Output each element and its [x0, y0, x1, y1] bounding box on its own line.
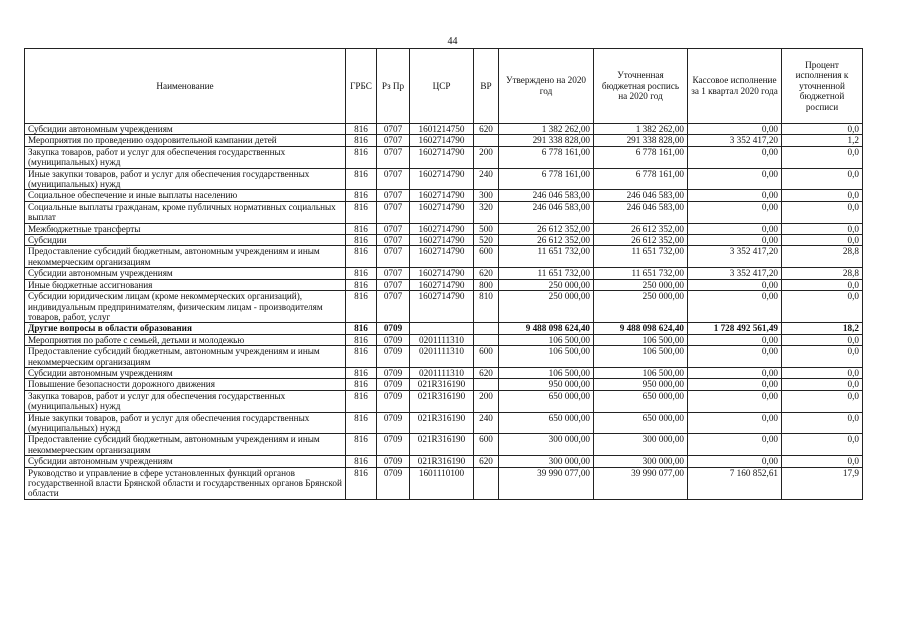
row-name: Повышение безопасности дорожного движения	[25, 379, 346, 390]
row-csr: 0201111310	[410, 346, 474, 368]
row-approved: 1 382 262,00	[499, 124, 594, 135]
row-vr: 620	[474, 456, 499, 467]
row-name: Закупка товаров, работ и услуг для обеспечения государственных (муниципальных) нужд	[25, 146, 346, 168]
row-grbs: 816	[346, 246, 377, 268]
row-percent: 0,0	[782, 390, 863, 412]
row-name: Субсидии юридическим лицам (кроме некоммерческих организаций), индивидуальным предпринимателям, физическим лицам - производителям товаров, работ, услуг	[25, 291, 346, 323]
row-name: Субсидии автономным учреждениям	[25, 268, 346, 279]
row-vr: 200	[474, 146, 499, 168]
row-rzpr: 0709	[377, 346, 410, 368]
row-csr: 1602714790	[410, 291, 474, 323]
row-refined: 6 778 161,00	[594, 168, 688, 190]
table-body	[25, 124, 863, 500]
table-row	[25, 268, 863, 279]
row-percent: 0,0	[782, 367, 863, 378]
row-csr: 1602714790	[410, 223, 474, 234]
row-approved: 246 046 583,00	[499, 190, 594, 201]
row-name: Мероприятия по проведению оздоровительной кампании детей	[25, 135, 346, 146]
row-rzpr: 0707	[377, 223, 410, 234]
row-csr: 021R316190	[410, 390, 474, 412]
row-refined: 291 338 828,00	[594, 135, 688, 146]
row-cash: 0,00	[688, 146, 782, 168]
table-row	[25, 412, 863, 434]
table-row	[25, 346, 863, 368]
row-cash: 0,00	[688, 367, 782, 378]
row-vr: 620	[474, 124, 499, 135]
row-name: Иные закупки товаров, работ и услуг для обеспечения государственных (муниципальных) нужд	[25, 412, 346, 434]
row-name: Социальные выплаты гражданам, кроме публичных нормативных социальных выплат	[25, 201, 346, 223]
header-rzpr: Рз Пр	[377, 49, 410, 124]
row-vr: 620	[474, 367, 499, 378]
row-rzpr: 0707	[377, 190, 410, 201]
row-vr: 240	[474, 168, 499, 190]
row-refined: 11 651 732,00	[594, 246, 688, 268]
row-grbs: 816	[346, 235, 377, 246]
row-name: Другие вопросы в области образования	[25, 323, 346, 334]
row-vr: 600	[474, 434, 499, 456]
row-approved: 6 778 161,00	[499, 168, 594, 190]
row-approved: 11 651 732,00	[499, 246, 594, 268]
row-refined: 106 500,00	[594, 346, 688, 368]
table-row	[25, 190, 863, 201]
row-vr: 240	[474, 412, 499, 434]
row-grbs: 816	[346, 146, 377, 168]
row-percent: 0,0	[782, 334, 863, 345]
row-rzpr: 0707	[377, 201, 410, 223]
row-csr: 021R316190	[410, 434, 474, 456]
row-grbs: 816	[346, 390, 377, 412]
header-percent: Процент исполнения к уточненной бюджетной росписи	[782, 49, 863, 124]
row-percent: 0,0	[782, 190, 863, 201]
row-csr: 1601110100	[410, 467, 474, 499]
row-approved: 650 000,00	[499, 412, 594, 434]
row-csr: 1601214750	[410, 124, 474, 135]
row-grbs: 816	[346, 434, 377, 456]
row-approved: 106 500,00	[499, 334, 594, 345]
row-grbs: 816	[346, 223, 377, 234]
row-percent: 18,2	[782, 323, 863, 334]
row-rzpr: 0709	[377, 379, 410, 390]
header-cash: Кассовое исполнение за 1 квартал 2020 года	[688, 49, 782, 124]
row-refined: 650 000,00	[594, 390, 688, 412]
row-vr: 800	[474, 279, 499, 290]
table-row	[25, 379, 863, 390]
row-csr	[410, 323, 474, 334]
row-grbs: 816	[346, 135, 377, 146]
row-name: Предоставление субсидий бюджетным, автономным учреждениям и иным некоммерческим организациям	[25, 346, 346, 368]
row-rzpr: 0707	[377, 279, 410, 290]
row-grbs: 816	[346, 379, 377, 390]
row-grbs: 816	[346, 268, 377, 279]
row-refined: 250 000,00	[594, 291, 688, 323]
table-row	[25, 246, 863, 268]
row-grbs: 816	[346, 334, 377, 345]
row-rzpr: 0707	[377, 291, 410, 323]
row-cash: 0,00	[688, 279, 782, 290]
row-rzpr: 0707	[377, 124, 410, 135]
row-approved: 26 612 352,00	[499, 223, 594, 234]
row-rzpr: 0707	[377, 146, 410, 168]
row-vr: 520	[474, 235, 499, 246]
row-grbs: 816	[346, 291, 377, 323]
row-grbs: 816	[346, 467, 377, 499]
row-cash: 0,00	[688, 223, 782, 234]
row-approved: 9 488 098 624,40	[499, 323, 594, 334]
row-cash: 3 352 417,20	[688, 135, 782, 146]
row-cash: 3 352 417,20	[688, 246, 782, 268]
row-csr: 021R316190	[410, 379, 474, 390]
row-vr: 300	[474, 190, 499, 201]
budget-table	[24, 48, 863, 500]
row-name: Руководство и управление в сфере установленных функций органов государственной власти Брянской области и государственных органов Брянской области	[25, 467, 346, 499]
header-refined: Уточненная бюджетная роспись на 2020 год	[594, 49, 688, 124]
row-grbs: 816	[346, 367, 377, 378]
table-row	[25, 223, 863, 234]
row-approved: 950 000,00	[499, 379, 594, 390]
row-cash: 0,00	[688, 168, 782, 190]
row-refined: 9 488 098 624,40	[594, 323, 688, 334]
row-cash: 7 160 852,61	[688, 467, 782, 499]
row-csr: 0201111310	[410, 367, 474, 378]
row-csr: 0201111310	[410, 334, 474, 345]
row-approved: 106 500,00	[499, 346, 594, 368]
row-refined: 39 990 077,00	[594, 467, 688, 499]
row-percent: 0,0	[782, 291, 863, 323]
row-refined: 246 046 583,00	[594, 190, 688, 201]
row-csr: 021R316190	[410, 412, 474, 434]
row-grbs: 816	[346, 201, 377, 223]
row-vr: 620	[474, 268, 499, 279]
row-percent: 1,2	[782, 135, 863, 146]
row-refined: 6 778 161,00	[594, 146, 688, 168]
row-rzpr: 0709	[377, 390, 410, 412]
row-percent: 0,0	[782, 201, 863, 223]
row-name: Межбюджетные трансферты	[25, 223, 346, 234]
row-rzpr: 0709	[377, 467, 410, 499]
row-cash: 0,00	[688, 235, 782, 246]
row-vr: 200	[474, 390, 499, 412]
row-vr: 600	[474, 246, 499, 268]
row-name: Субсидии автономным учреждениям	[25, 456, 346, 467]
row-approved: 250 000,00	[499, 291, 594, 323]
row-csr: 1602714790	[410, 201, 474, 223]
row-grbs: 816	[346, 190, 377, 201]
row-refined: 246 046 583,00	[594, 201, 688, 223]
header-row	[25, 49, 863, 124]
row-name: Иные бюджетные ассигнования	[25, 279, 346, 290]
row-approved: 300 000,00	[499, 434, 594, 456]
row-grbs: 816	[346, 168, 377, 190]
row-csr: 1602714790	[410, 168, 474, 190]
row-approved: 291 338 828,00	[499, 135, 594, 146]
row-cash: 0,00	[688, 291, 782, 323]
table-row	[25, 390, 863, 412]
row-vr	[474, 379, 499, 390]
row-grbs: 816	[346, 412, 377, 434]
row-name: Субсидии автономным учреждениям	[25, 124, 346, 135]
table-row	[25, 291, 863, 323]
row-percent: 0,0	[782, 346, 863, 368]
row-cash: 0,00	[688, 379, 782, 390]
row-percent: 0,0	[782, 412, 863, 434]
row-name: Субсидии	[25, 235, 346, 246]
row-grbs: 816	[346, 323, 377, 334]
row-name: Мероприятия по работе с семьей, детьми и молодежью	[25, 334, 346, 345]
row-percent: 28,8	[782, 246, 863, 268]
row-rzpr: 0707	[377, 168, 410, 190]
row-approved: 6 778 161,00	[499, 146, 594, 168]
table-row	[25, 146, 863, 168]
row-approved: 300 000,00	[499, 456, 594, 467]
row-rzpr: 0707	[377, 235, 410, 246]
header-name: Наименование	[25, 49, 346, 124]
header-grbs: ГРБС	[346, 49, 377, 124]
row-cash: 0,00	[688, 412, 782, 434]
table-row	[25, 334, 863, 345]
row-rzpr: 0709	[377, 456, 410, 467]
row-vr: 320	[474, 201, 499, 223]
row-name: Закупка товаров, работ и услуг для обеспечения государственных (муниципальных) нужд	[25, 390, 346, 412]
row-csr: 1602714790	[410, 279, 474, 290]
row-approved: 250 000,00	[499, 279, 594, 290]
row-percent: 0,0	[782, 146, 863, 168]
row-vr	[474, 323, 499, 334]
row-percent: 28,8	[782, 268, 863, 279]
row-rzpr: 0707	[377, 135, 410, 146]
row-cash: 0,00	[688, 190, 782, 201]
row-csr: 1602714790	[410, 235, 474, 246]
table-row	[25, 168, 863, 190]
row-csr: 1602714790	[410, 190, 474, 201]
row-percent: 0,0	[782, 124, 863, 135]
row-name: Иные закупки товаров, работ и услуг для обеспечения государственных (муниципальных) нужд	[25, 168, 346, 190]
row-rzpr: 0709	[377, 323, 410, 334]
row-rzpr: 0709	[377, 334, 410, 345]
row-rzpr: 0709	[377, 412, 410, 434]
row-name: Предоставление субсидий бюджетным, автономным учреждениям и иным некоммерческим организациям	[25, 246, 346, 268]
row-csr: 1602714790	[410, 146, 474, 168]
row-refined: 300 000,00	[594, 434, 688, 456]
header-approved: Утверждено на 2020 год	[499, 49, 594, 124]
row-rzpr: 0707	[377, 268, 410, 279]
row-cash: 0,00	[688, 390, 782, 412]
header-csr: ЦСР	[410, 49, 474, 124]
row-percent: 0,0	[782, 235, 863, 246]
row-cash: 0,00	[688, 346, 782, 368]
row-grbs: 816	[346, 346, 377, 368]
row-csr: 1602714790	[410, 135, 474, 146]
header-vr: ВР	[474, 49, 499, 124]
row-approved: 26 612 352,00	[499, 235, 594, 246]
row-approved: 11 651 732,00	[499, 268, 594, 279]
row-percent: 0,0	[782, 223, 863, 234]
row-refined: 1 382 262,00	[594, 124, 688, 135]
row-percent: 0,0	[782, 434, 863, 456]
row-cash: 0,00	[688, 456, 782, 467]
row-name: Социальное обеспечение и иные выплаты населению	[25, 190, 346, 201]
row-percent: 0,0	[782, 168, 863, 190]
row-refined: 11 651 732,00	[594, 268, 688, 279]
row-refined: 106 500,00	[594, 367, 688, 378]
row-csr: 1602714790	[410, 268, 474, 279]
row-csr: 021R316190	[410, 456, 474, 467]
table-row	[25, 279, 863, 290]
row-approved: 39 990 077,00	[499, 467, 594, 499]
table-row	[25, 124, 863, 135]
row-name: Субсидии автономным учреждениям	[25, 367, 346, 378]
row-vr	[474, 467, 499, 499]
table-row	[25, 323, 863, 334]
table-row	[25, 235, 863, 246]
row-csr: 1602714790	[410, 246, 474, 268]
table-row	[25, 456, 863, 467]
row-cash: 3 352 417,20	[688, 268, 782, 279]
table-row	[25, 201, 863, 223]
row-refined: 106 500,00	[594, 334, 688, 345]
row-rzpr: 0709	[377, 434, 410, 456]
row-refined: 300 000,00	[594, 456, 688, 467]
row-grbs: 816	[346, 279, 377, 290]
page-number: 44	[447, 36, 458, 47]
row-vr: 500	[474, 223, 499, 234]
row-cash: 0,00	[688, 434, 782, 456]
row-vr: 600	[474, 346, 499, 368]
row-grbs: 816	[346, 456, 377, 467]
row-approved: 106 500,00	[499, 367, 594, 378]
row-vr	[474, 135, 499, 146]
row-approved: 246 046 583,00	[499, 201, 594, 223]
row-rzpr: 0709	[377, 367, 410, 378]
table-row	[25, 467, 863, 499]
row-approved: 650 000,00	[499, 390, 594, 412]
row-percent: 17,9	[782, 467, 863, 499]
row-cash: 0,00	[688, 124, 782, 135]
row-refined: 650 000,00	[594, 412, 688, 434]
row-vr: 810	[474, 291, 499, 323]
row-cash: 1 728 492 561,49	[688, 323, 782, 334]
row-name: Предоставление субсидий бюджетным, автономным учреждениям и иным некоммерческим организациям	[25, 434, 346, 456]
table-row	[25, 367, 863, 378]
row-vr	[474, 334, 499, 345]
row-cash: 0,00	[688, 334, 782, 345]
table-row	[25, 135, 863, 146]
row-grbs: 816	[346, 124, 377, 135]
row-percent: 0,0	[782, 379, 863, 390]
row-refined: 26 612 352,00	[594, 235, 688, 246]
row-refined: 250 000,00	[594, 279, 688, 290]
row-refined: 950 000,00	[594, 379, 688, 390]
row-cash: 0,00	[688, 201, 782, 223]
row-percent: 0,0	[782, 456, 863, 467]
row-rzpr: 0707	[377, 246, 410, 268]
table-row	[25, 434, 863, 456]
row-percent: 0,0	[782, 279, 863, 290]
row-refined: 26 612 352,00	[594, 223, 688, 234]
